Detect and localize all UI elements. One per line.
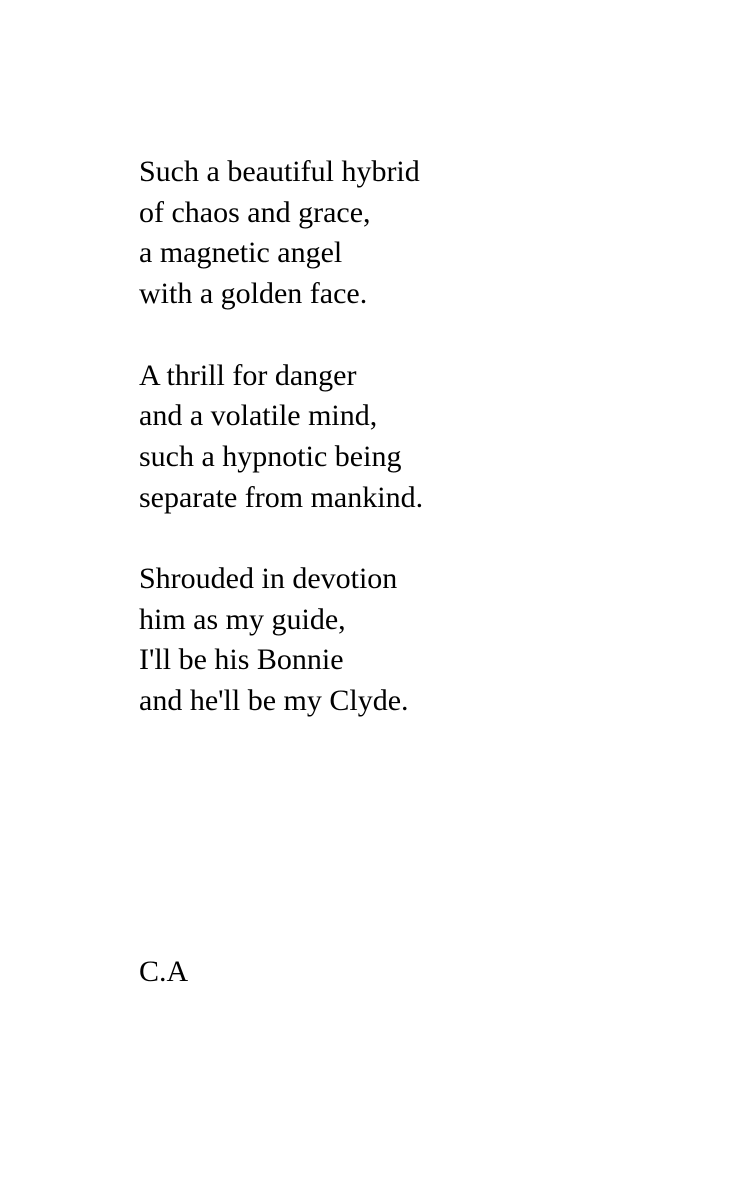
poem-line: with a golden face. <box>139 277 368 311</box>
poem-line: and a volatile mind, <box>139 399 378 433</box>
poem-line: separate from mankind. <box>139 480 424 514</box>
poem-line: such a hypnotic being <box>139 439 402 473</box>
poem-body <box>139 152 423 722</box>
stanza-3 <box>139 559 423 722</box>
poem-line: I'll be his Bonnie <box>139 643 344 677</box>
stanza-2 <box>139 356 423 519</box>
poem-line: Such a beautiful hybrid <box>139 155 420 188</box>
author-signature: C.A <box>139 955 189 988</box>
poem-line: a magnetic angel <box>139 236 343 270</box>
poem-line: Shrouded in devotion <box>139 562 398 595</box>
poem-line: A thrill for danger <box>139 358 357 392</box>
poem-line: and he'll be my Clyde. <box>139 684 409 718</box>
stanza-1 <box>139 152 423 315</box>
poem-line: him as my guide, <box>139 602 346 636</box>
poem-line: of chaos and grace, <box>139 195 371 229</box>
